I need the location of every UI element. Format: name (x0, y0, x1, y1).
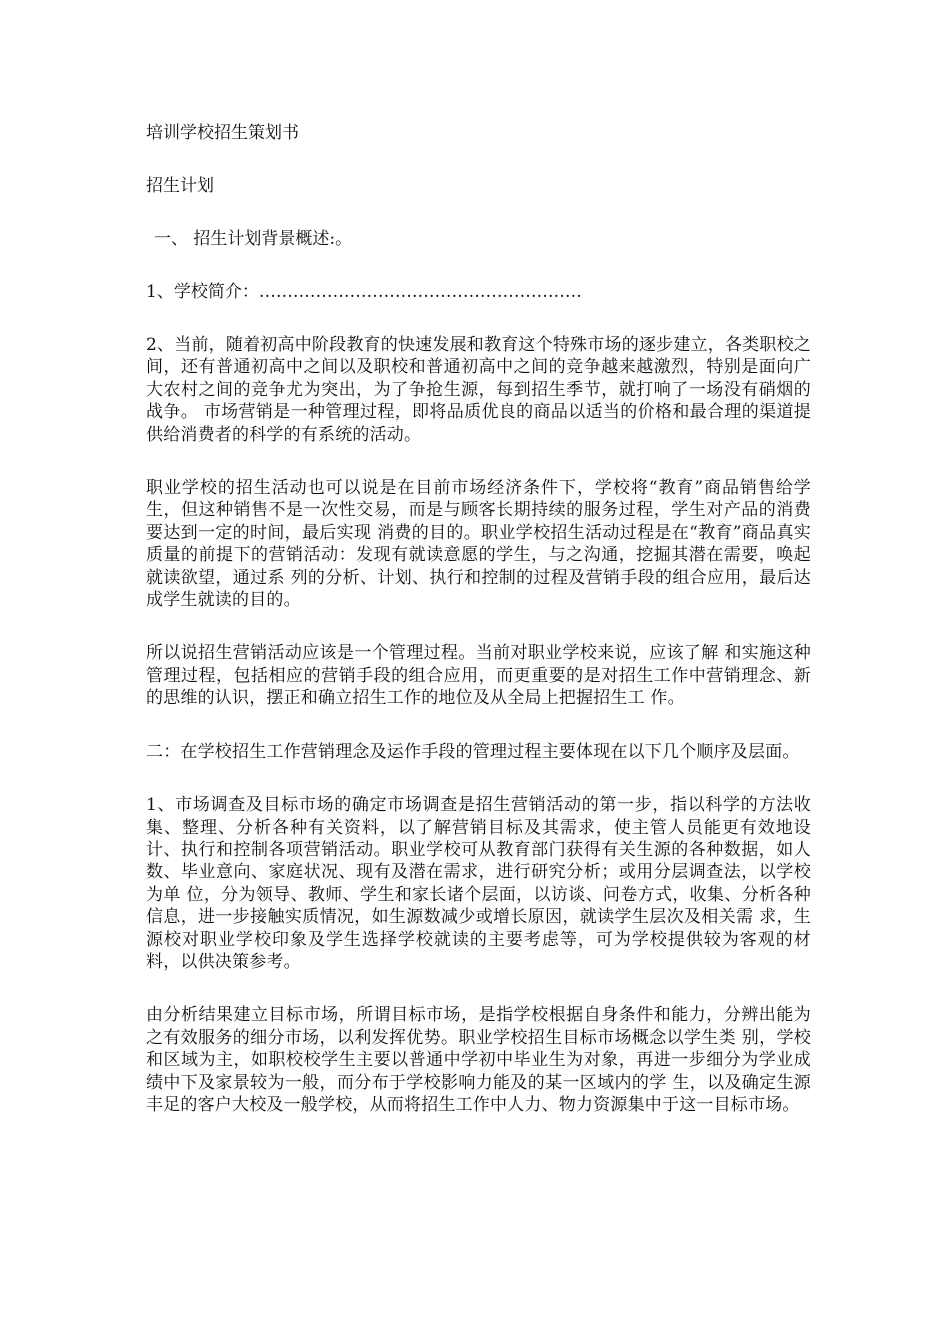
paragraph-target-market: 由分析结果建立目标市场，所谓目标市场，是指学校根据自身条件和能力，分辨出能为之有效服务的细分市场，以利发挥优势。职业学校招生目标市场概念以学生类 别，学校和区域为主，如职校校学生主要以普通中学初中毕业生为对象，再进一步细分为学业成绩中下及家景较为一般，而分布于学校影响力能及的某一区域内的学 生，以及确定生源丰足的客户大校及一般学校，从而将招生工作中人力、物力资源集中于这一目标市场。 (146, 1005, 811, 1115)
school-intro-item: 1、学校简介：………………………………………………… (146, 282, 582, 302)
paragraph-enrollment-activity: 职业学校的招生活动也可以说是在目前市场经济条件下，学校将“教育”商品销售给学生，但这种销售不是一次性交易，而是与顾客长期持续的服务过程，学生对产品的消费要达到一定的时间，最后实现 消费的目的。职业学校招生活动过程是在“教育”商品真实质量的前提下的营销活动：发现有就读意愿的学生，与之沟通，挖掘其潜在需要，唤起就读欲望，通过系 列的分析、计划、执行和控制的过程及营销手段的组合应用，最后达成学生就读的目的。 (146, 478, 811, 611)
paragraph-management-process: 所以说招生营销活动应该是一个管理过程。当前对职业学校来说，应该了解 和实施这种管理过程，包括相应的营销手段的组合应用，而更重要的是对招生工作中营销理念、新的思维的认识，摆正和确立招生工作的地位及从全局上把握招生工 作。 (146, 643, 811, 709)
section-1-heading: 一、 招生计划背景概述:。 (154, 229, 353, 249)
document-subtitle: 招生计划 (146, 176, 214, 196)
section-2-heading: 二：在学校招生工作营销理念及运作手段的管理过程主要体现在以下几个顺序及层面。 (146, 741, 800, 762)
paragraph-market-research: 1、市场调查及目标市场的确定市场调查是招生营销活动的第一步，指以科学的方法收集、整理、分析各种有关资料，以了解营销目标及其需求，使主管人员能更有效地设计、执行和控制各项营销活动。职业学校可从教育部门获得有关生源的各种数据，如人数、毕业意向、家庭状况、现有及潜在需求，进行研究分析；或用分层调查法，以学校为单 位，分为领导、教师、学生和家长诸个层面，以访谈、问卷方式，收集、分析各种信息，进一步接触实质情况，如生源数减少或增长原因，就读学生层次及相关需 求，生源校对职业学校印象及学生选择学校就读的主要考虑等，可为学校提供较为客观的材料，以供决策参考。 (146, 795, 811, 972)
document-page (146, 122, 811, 1116)
paragraph-competition: 2、当前，随着初高中阶段教育的快速发展和教育这个特殊市场的逐步建立，各类职校之间，还有普通初高中之间以及职校和普通初高中之间的竞争越来越激烈，特别是面向广大农村之间的竞争尤为突出，为了争抢生源，每到招生季节，就打响了一场没有硝烟的战争。 市场营销是一种管理过程，即将品质优良的商品以适当的价格和最合理的渠道提供给消费者的科学的有系统的活动。 (146, 335, 811, 445)
document-title: 培训学校招生策划书 (146, 123, 299, 143)
